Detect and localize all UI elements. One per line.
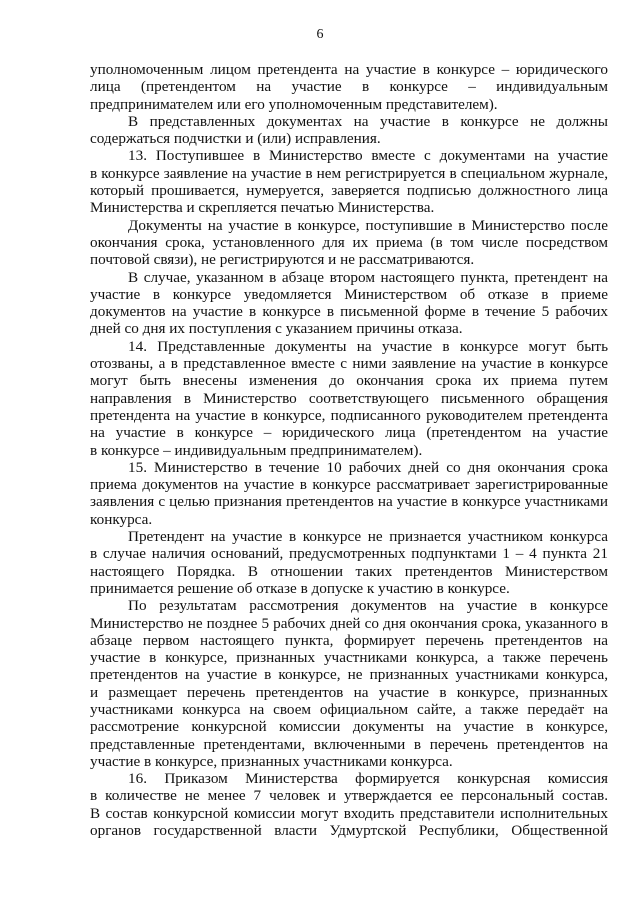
text-line: заявления с целью признания претендентов на участие в конкурсе участниками <box>90 493 608 511</box>
text-line: почтовой связи), не регистрируются и не рассматриваются. <box>90 251 475 269</box>
text-line: По результатам рассмотрения документов на участие в конкурсе <box>128 597 608 615</box>
text-line: абзаце первом настоящего пункта, формирует перечень претендентов на <box>90 631 608 649</box>
document-body <box>90 61 608 839</box>
text-line: претендента на участие в конкурсе, подписанного руководителем претендента <box>90 406 608 424</box>
text-line: Претендент на участие в конкурсе не признается участником конкурса <box>128 528 608 546</box>
text-line: в количестве не менее 7 человек и утверждается ее персональный состав. <box>90 787 608 805</box>
text-line: участие в конкурсе уведомляется Министерством об отказе в приеме <box>90 285 608 303</box>
text-line: 15. Министерство в течение 10 рабочих дней со дня окончания срока <box>128 458 608 476</box>
text-line: 13. Поступившее в Министерство вместе с документами на участие <box>128 147 608 165</box>
text-line: В состав конкурсной комиссии могут входить представители исполнительных <box>90 804 608 822</box>
text-line: 14. Представленные документы на участие в конкурсе могут быть <box>128 337 608 355</box>
text-line: участие в конкурсе, признанных участниками конкурса, а также перечень <box>90 649 608 667</box>
text-line: участие в конкурсе, признанных участниками конкурса. <box>90 752 453 770</box>
text-line: который прошивается, нумеруется, заверяется подписью должностного лица <box>90 182 608 200</box>
text-line: представленные претендентами, включенными в перечень претендентов на <box>90 735 608 753</box>
text-line: претендентов на участие в конкурсе, не признанных участниками конкурса, <box>90 666 608 684</box>
text-line: окончания срока, установленного для их приема (в том числе посредством <box>90 233 608 251</box>
text-line: отозваны, а в представленное вместе с ними заявление на участие в конкурсе <box>90 355 608 373</box>
text-line: органов государственной власти Удмуртской Республики, Общественной <box>90 822 608 840</box>
text-line: уполномоченным лицом претендента на участие в конкурсе – юридического <box>90 61 608 78</box>
text-line: и размещает перечень претендентов на участие в конкурсе, признанных <box>90 683 608 701</box>
text-line: лица (претендентом на участие в конкурсе – индивидуальным <box>90 78 608 96</box>
text-line: Министерство не позднее 5 рабочих дней со дня окончания срока, указанного в <box>90 614 608 632</box>
text-line: В случае, указанном в абзаце втором настоящего пункта, претендент на <box>128 268 608 286</box>
text-line: конкурса. <box>90 510 153 528</box>
text-line: принимается решение об отказе в допуске к участию в конкурсе. <box>90 579 510 597</box>
text-line: участниками конкурса на своем официальном сайте, а также передаёт на <box>90 700 608 718</box>
text-line: содержаться подчистки и (или) исправления. <box>90 130 381 148</box>
text-line: дней со дня их поступления с указанием причины отказа. <box>90 320 463 338</box>
text-line: в конкурсе заявление на участие в нем регистрируется в специальном журнале, <box>90 164 608 182</box>
text-line: настоящего Порядка. В отношении таких претендентов Министерством <box>90 562 608 580</box>
text-line: приема документов на участие в конкурсе рассматривает зарегистрированные <box>90 476 608 494</box>
text-line: могут быть внесены изменения до окончания срока их приема путем <box>90 372 608 390</box>
text-line: 16. Приказом Министерства формируется конкурсная комиссия <box>128 770 608 788</box>
text-line: рассмотрение конкурсной комиссии документы на участие в конкурсе, <box>90 718 608 736</box>
text-line: Министерства и скрепляется печатью Министерства. <box>90 199 435 217</box>
page-number: 6 <box>316 27 324 42</box>
text-line: Документы на участие в конкурсе, поступившие в Министерство после <box>128 216 608 234</box>
text-line: в случае наличия оснований, предусмотренных подпунктами 1 – 4 пункта 21 <box>90 545 608 563</box>
text-line: в конкурсе – индивидуальным предпринимателем). <box>90 441 423 459</box>
text-line: документов на участие в конкурсе в письменной форме в течение 5 рабочих <box>90 303 608 321</box>
text-line: В представленных документах на участие в конкурсе не должны <box>128 112 608 130</box>
text-line: направления в Министерство соответствующего письменного обращения <box>90 389 608 407</box>
text-line: на участие в конкурсе – юридического лица (претендентом на участие <box>90 424 608 442</box>
text-line: предпринимателем или его уполномоченным представителем). <box>90 95 498 113</box>
